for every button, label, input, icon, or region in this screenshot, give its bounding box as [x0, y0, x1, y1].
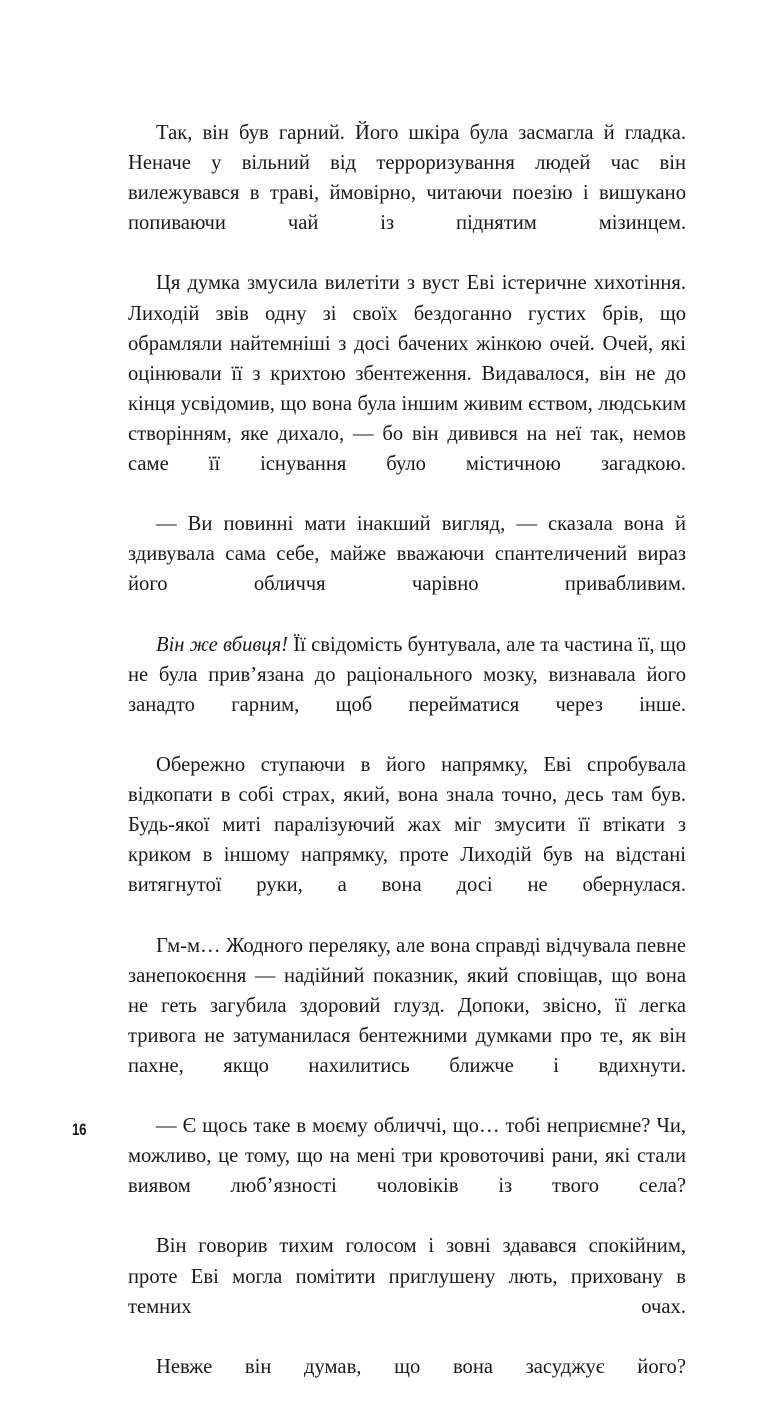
- paragraph: Він говорив тихим голосом і зовні здавався спокійним, проте Еві могла помітити приглушену лють, приховану в темних очах.: [128, 1235, 686, 1318]
- paragraph: Ця думка змусила вилетіти з вуст Еві істеричне хихотіння. Лиходій звів одну зі своїх бездоганно густих брів, що обрамляли найтемніші з досі бачених жінкою очей. Очей, які оцінювали її з крихтою збентеження. Видавалося, він не до кінця усвідомив, що вона була іншим живим єством, людським створінням, яке дихало, — бо він дивився на неї так, немов саме її існування було містичною загадкою.: [128, 272, 686, 476]
- paragraph-rest: Її свідомість бунтувала, але та частина її, що не була прив’язана до раціонального мозку, визнавала його занадто гарним, щоб перейматися через інше.: [128, 633, 686, 716]
- paragraph: — Ви повинні мати інакший вигляд, — сказала вона й здивувала сама себе, майже вважаючи спантеличений вираз його обличчя чарівно привабливим.: [128, 513, 686, 596]
- paragraph-with-italic-lead: [128, 630, 686, 750]
- paragraph: Обережно ступаючи в його напрямку, Еві спробувала відкопати в собі страх, який, вона знала точно, десь там був. Будь-якої миті паралізуючий жах міг змусити її втікати з криком в іншому напрямку, проте Лиходій був на відстані витягнутої руки, а вона досі не обернулася.: [128, 753, 686, 897]
- paragraph: Так, він був гарний. Його шкіра була засмагла й гладка. Неначе у вільний від терроризування людей час він вилежувався в траві, ймовірно, читаючи поезію і вишукано попиваючи чай із піднятим мізинцем.: [128, 122, 686, 235]
- page-text-block: [128, 118, 686, 1412]
- paragraph: Невже він думав, що вона засуджує його?: [156, 1355, 686, 1378]
- paragraph: Гм-м… Жодного переляку, але вона справді відчувала певне занепокоєння — надійний показник, який сповіщав, що вона не геть загубила здоровий глузд. Допоки, звісно, її легка тривога не затуманилася бентежними думками про те, як він пахне, якщо нахилитись ближче і вдихнути.: [128, 934, 686, 1077]
- page-number: 16: [72, 1120, 87, 1139]
- italic-emphasis: Він же вбивця!: [156, 633, 289, 656]
- paragraph: — Є щось таке в моєму обличчі, що… тобі неприємне? Чи, можливо, це тому, що на мені три кровоточиві рани, які стали виявом люб’язності чоловіків із твого села?: [128, 1115, 686, 1198]
